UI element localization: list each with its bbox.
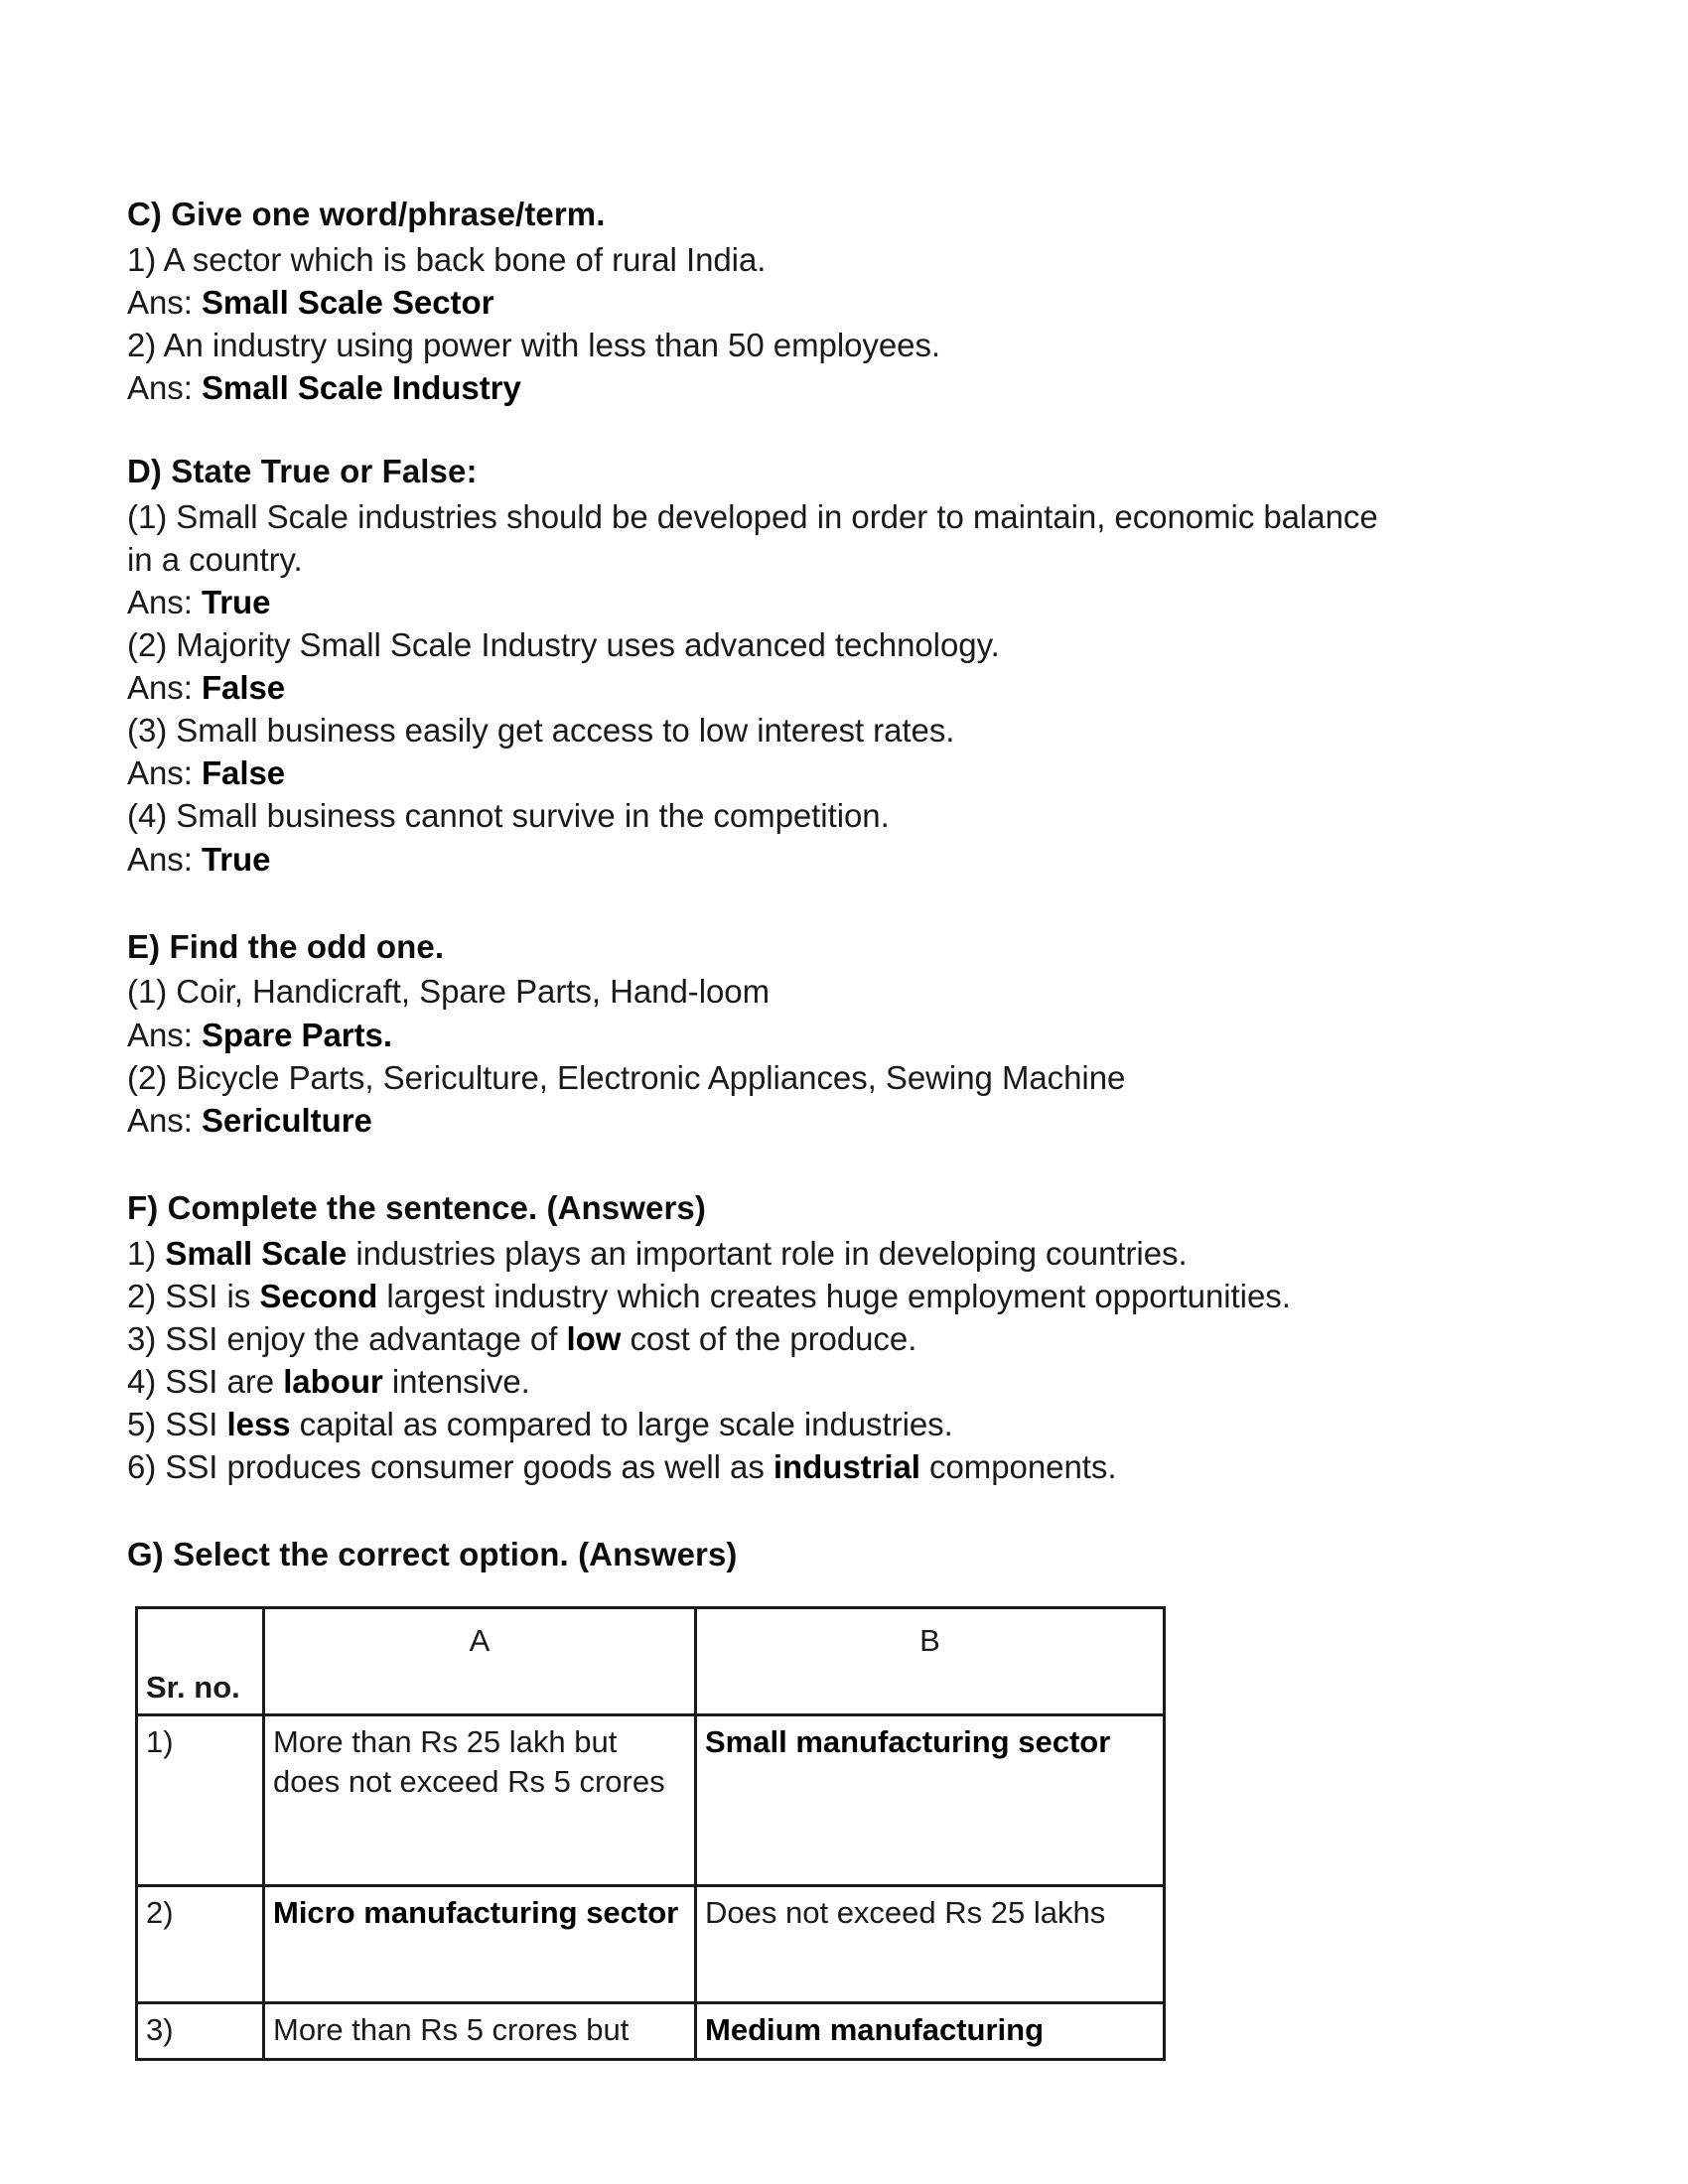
section-d-question-1-line-2: in a country.	[127, 541, 303, 579]
table-cell-b: Small manufacturing sector	[696, 1714, 1165, 1885]
answer-value: True	[201, 584, 271, 621]
text-emphasis: less	[226, 1405, 291, 1442]
answer-value: True	[201, 840, 271, 878]
section-e-answer-1	[127, 1014, 1569, 1056]
table-row	[137, 2002, 1165, 2059]
answer-label: Ans:	[127, 669, 202, 707]
section-d-answer-3	[127, 751, 1569, 794]
text-emphasis: Small Scale	[165, 1234, 348, 1272]
spacer	[127, 409, 1569, 451]
section-f-item-5	[127, 1403, 1569, 1445]
answer-value: Small Scale Industry	[201, 369, 521, 407]
section-e-question-1: (1) Coir, Handicraft, Spare Parts, Hand-loom	[127, 973, 771, 1011]
text-pre: 1)	[127, 1234, 166, 1272]
text-pre: 3) SSI enjoy the advantage of	[127, 1319, 567, 1357]
spacer	[127, 881, 1569, 926]
table-header-a-label: A	[469, 1622, 491, 1658]
table-cell-sr-no: 1)	[137, 1714, 264, 1885]
section-e-heading: E) Find the odd one.	[127, 927, 445, 965]
section-c-heading: C) Give one word/phrase/term.	[127, 196, 606, 232]
options-table	[135, 1606, 1166, 2061]
text-post: industries plays an important role in developing countries.	[347, 1234, 1188, 1272]
section-f-item-4	[127, 1360, 1569, 1403]
text-emphasis: Second	[259, 1277, 378, 1314]
text-pre: 5) SSI	[127, 1405, 227, 1442]
answer-value: False	[201, 754, 286, 792]
table-cell-sr-no: 3)	[137, 2002, 264, 2059]
answer-label: Ans:	[127, 1016, 202, 1053]
table-row	[137, 1885, 1165, 2002]
spacer	[127, 1488, 1569, 1534]
text-post: components.	[919, 1447, 1117, 1485]
section-e-answer-2	[127, 1099, 1569, 1142]
section-d-question-4: (4) Small business cannot survive in the competition.	[127, 797, 890, 835]
table-row	[137, 1714, 1165, 1885]
section-d-question-3: (3) Small business easily get access to low interest rates.	[127, 712, 955, 750]
table-cell-a: Micro manufacturing sector	[264, 1885, 696, 2002]
text-post: capital as compared to large scale industries.	[290, 1405, 953, 1442]
text-post: cost of the produce.	[621, 1319, 917, 1357]
text-pre: 2) SSI is	[127, 1277, 260, 1314]
text-pre: 4) SSI are	[127, 1362, 284, 1400]
section-d-answer-2	[127, 666, 1569, 709]
text-pre: 6) SSI produces consumer goods as well as	[127, 1447, 774, 1485]
answer-label: Ans:	[127, 754, 202, 792]
table-cell-b: Medium manufacturing	[696, 2002, 1165, 2059]
text-emphasis: industrial	[773, 1447, 920, 1485]
section-c-answer-1	[127, 281, 1569, 324]
section-f-item-3	[127, 1317, 1569, 1360]
section-g-heading: G) Select the correct option. (Answers)	[127, 1536, 738, 1572]
section-g	[127, 1534, 1569, 2061]
section-e-question-2: (2) Bicycle Parts, Sericulture, Electronic Appliances, Sewing Machine	[127, 1058, 1126, 1096]
answer-label: Ans:	[127, 840, 202, 878]
section-d-question-2: (2) Majority Small Scale Industry uses advanced technology.	[127, 626, 1000, 664]
table-header-row	[137, 1607, 1165, 1714]
text-emphasis: low	[566, 1319, 622, 1357]
answer-label: Ans:	[127, 1101, 202, 1139]
section-c	[127, 194, 1569, 409]
section-c-question-1: 1) A sector which is back bone of rural India.	[127, 240, 767, 278]
section-c-answer-2	[127, 366, 1569, 409]
section-d-heading: D) State True or False:	[127, 453, 478, 490]
spacer	[127, 1142, 1569, 1187]
answer-value: Sericulture	[201, 1101, 372, 1139]
section-f-item-1	[127, 1232, 1569, 1275]
table-header-sr-no: Sr. no.	[137, 1607, 264, 1714]
table-cell-b: Does not exceed Rs 25 lakhs	[696, 1885, 1165, 2002]
section-d-question-1-line-1: (1) Small Scale industries should be developed in order to maintain, economic balance	[127, 498, 1378, 536]
answer-label: Ans:	[127, 369, 202, 407]
text-post: largest industry which creates huge employment opportunities.	[377, 1277, 1291, 1314]
section-f-item-6	[127, 1445, 1569, 1488]
section-d-answer-1	[127, 581, 1569, 623]
section-d	[127, 451, 1569, 880]
table-header-b-label: B	[919, 1622, 940, 1658]
answer-value: Small Scale Sector	[201, 283, 494, 321]
options-table-wrapper	[127, 1606, 1569, 2061]
table-cell-a: More than Rs 5 crores but	[264, 2002, 696, 2059]
section-d-answer-4	[127, 838, 1569, 881]
text-emphasis: labour	[283, 1362, 383, 1400]
table-header-a	[264, 1607, 696, 1714]
section-e	[127, 926, 1569, 1142]
answer-label: Ans:	[127, 584, 202, 621]
table-cell-a: More than Rs 25 lakh but does not exceed Rs 5 crores	[264, 1714, 696, 1885]
table-header-b	[696, 1607, 1165, 1714]
section-f-item-2	[127, 1275, 1569, 1317]
answer-label: Ans:	[127, 283, 202, 321]
answer-value: Spare Parts.	[201, 1016, 392, 1053]
table-cell-sr-no: 2)	[137, 1885, 264, 2002]
text-post: intensive.	[382, 1362, 530, 1400]
section-f	[127, 1187, 1569, 1488]
answer-value: False	[201, 669, 286, 707]
section-f-heading: F) Complete the sentence. (Answers)	[127, 1188, 706, 1226]
section-c-question-2: 2) An industry using power with less than 50 employees.	[127, 327, 941, 364]
